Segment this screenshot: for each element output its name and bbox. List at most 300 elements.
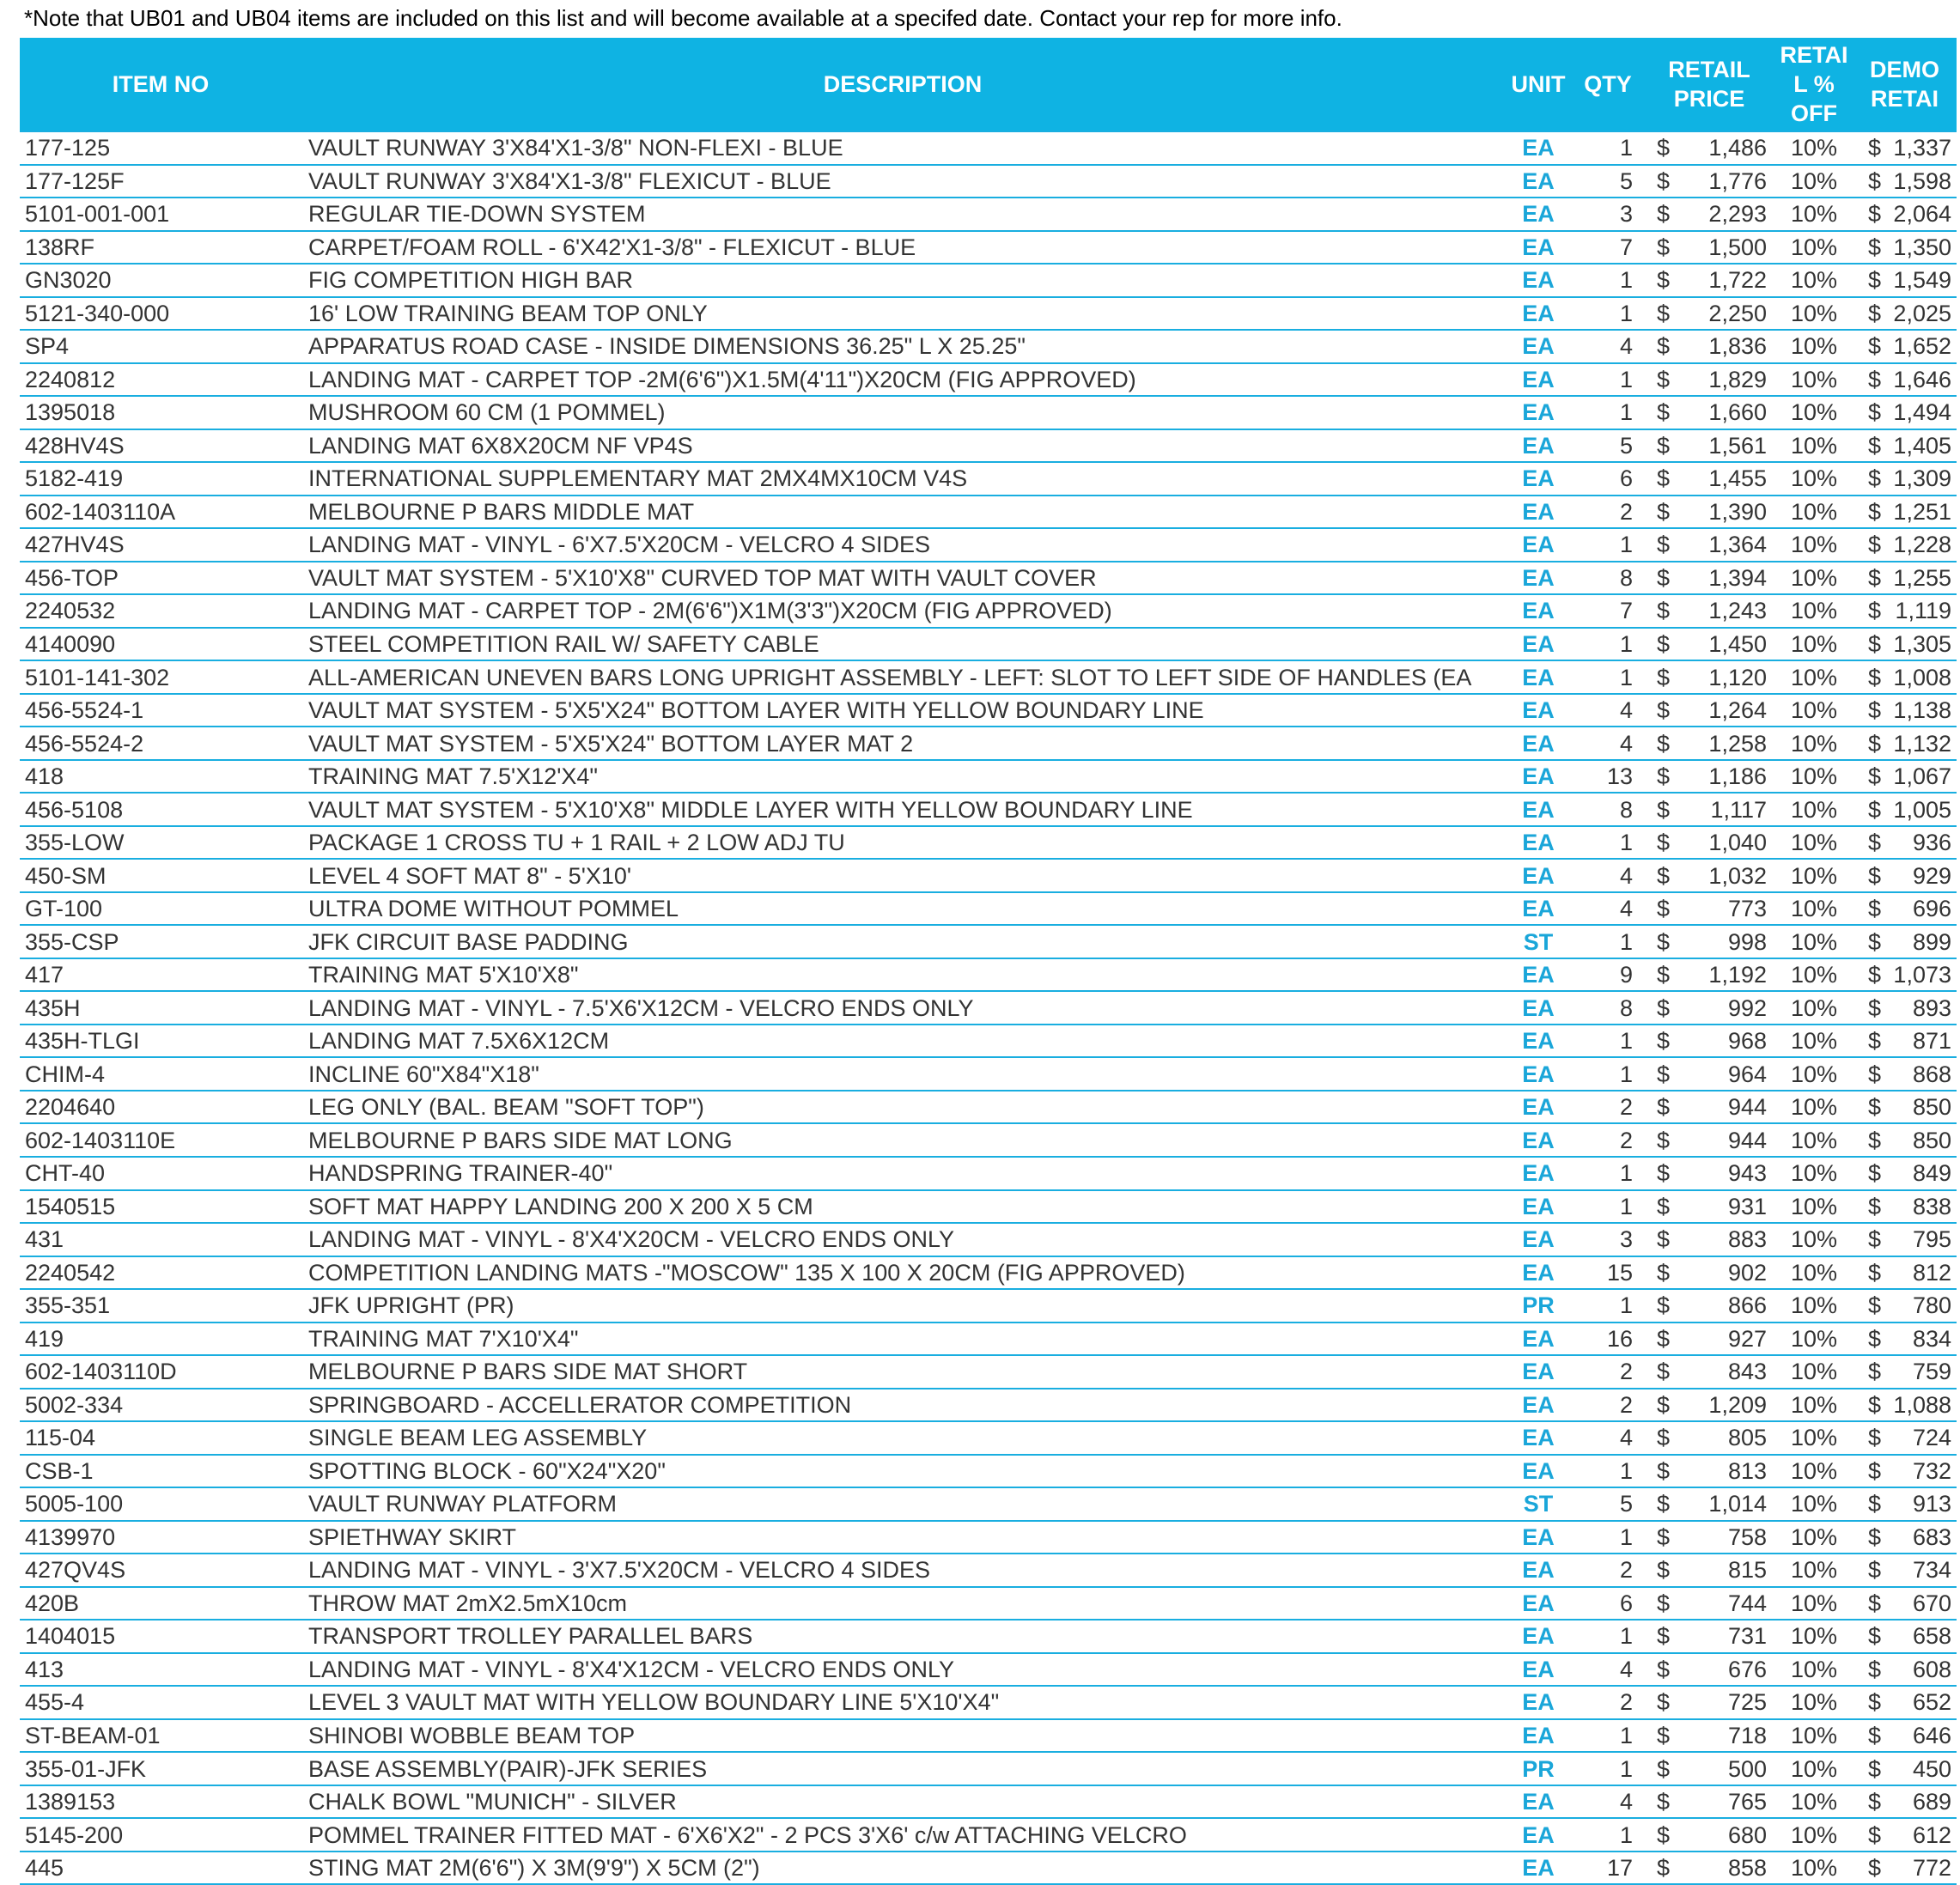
header-pct-line2: L % (1793, 71, 1835, 97)
item-no-cell: 417 (20, 958, 301, 992)
qty-cell: 1 (1573, 1752, 1643, 1785)
unit-cell: EA (1504, 1190, 1573, 1224)
item-no-cell: 435H (20, 991, 301, 1025)
header-unit: UNIT (1504, 38, 1573, 131)
demo-retail-cell: 1,005 (1887, 793, 1957, 826)
table-row (20, 958, 1957, 992)
table-row (20, 1752, 1957, 1785)
qty-cell: 2 (1573, 496, 1643, 529)
retail-currency-cell: $ (1643, 1025, 1688, 1058)
table-row (20, 231, 1957, 265)
pct-off-cell: 10% (1775, 496, 1853, 529)
unit-cell: ST (1504, 1487, 1573, 1521)
retail-price-cell: 1,243 (1688, 594, 1775, 628)
retail-price-cell: 1,040 (1688, 826, 1775, 860)
demo-retail-cell: 732 (1887, 1455, 1957, 1488)
item-no-cell: 5101-141-302 (20, 660, 301, 694)
demo-currency-cell: $ (1853, 1521, 1887, 1554)
demo-retail-cell: 834 (1887, 1323, 1957, 1356)
item-no-cell: 2204640 (20, 1091, 301, 1124)
demo-retail-cell: 2,064 (1887, 198, 1957, 231)
retail-currency-cell: $ (1643, 165, 1688, 198)
unit-cell: EA (1504, 396, 1573, 429)
demo-retail-cell: 1,337 (1887, 131, 1957, 165)
table-row (20, 429, 1957, 463)
demo-currency-cell: $ (1853, 363, 1887, 397)
table-row (20, 859, 1957, 892)
description-cell: STING MAT 2M(6'6") X 3M(9'9") X 5CM (2") (301, 1852, 1504, 1885)
retail-price-cell: 1,500 (1688, 231, 1775, 265)
pct-off-cell: 10% (1775, 925, 1853, 958)
qty-cell: 1 (1573, 363, 1643, 397)
retail-price-cell: 815 (1688, 1554, 1775, 1587)
description-cell: SOFT MAT HAPPY LANDING 200 X 200 X 5 CM (301, 1190, 1504, 1224)
retail-price-cell: 1,450 (1688, 628, 1775, 661)
table-row (20, 1091, 1957, 1124)
pct-off-cell: 10% (1775, 264, 1853, 297)
item-no-cell: 177-125F (20, 165, 301, 198)
table-row (20, 1289, 1957, 1323)
price-list-table (20, 38, 1957, 1885)
qty-cell: 1 (1573, 925, 1643, 958)
retail-currency-cell: $ (1643, 1521, 1688, 1554)
table-row (20, 594, 1957, 628)
retail-currency-cell: $ (1643, 628, 1688, 661)
unit-cell: EA (1504, 1025, 1573, 1058)
item-no-cell: 1540515 (20, 1190, 301, 1224)
description-cell: VAULT MAT SYSTEM - 5'X5'X24" BOTTOM LAYER MAT 2 (301, 727, 1504, 760)
demo-retail-cell: 1,228 (1887, 528, 1957, 562)
demo-retail-cell: 929 (1887, 859, 1957, 892)
table-row (20, 1653, 1957, 1687)
item-no-cell: 602-1403110E (20, 1123, 301, 1157)
unit-cell: EA (1504, 330, 1573, 363)
retail-price-cell: 1,032 (1688, 859, 1775, 892)
demo-currency-cell: $ (1853, 892, 1887, 926)
unit-cell: EA (1504, 1157, 1573, 1190)
demo-retail-cell: 1,255 (1887, 562, 1957, 595)
table-row (20, 727, 1957, 760)
item-no-cell: 4139970 (20, 1521, 301, 1554)
description-cell: PACKAGE 1 CROSS TU + 1 RAIL + 2 LOW ADJ TU (301, 826, 1504, 860)
demo-retail-cell: 868 (1887, 1057, 1957, 1091)
description-cell: LANDING MAT - VINYL - 3'X7.5'X20CM - VELCRO 4 SIDES (301, 1554, 1504, 1587)
pct-off-cell: 10% (1775, 1852, 1853, 1885)
retail-currency-cell: $ (1643, 1256, 1688, 1290)
description-cell: ULTRA DOME WITHOUT POMMEL (301, 892, 1504, 926)
description-cell: TRAINING MAT 7.5'X12'X4" (301, 760, 1504, 794)
qty-cell: 3 (1573, 198, 1643, 231)
qty-cell: 1 (1573, 1719, 1643, 1753)
pct-off-cell: 10% (1775, 1256, 1853, 1290)
unit-cell: EA (1504, 1521, 1573, 1554)
demo-currency-cell: $ (1853, 1223, 1887, 1256)
description-cell: LANDING MAT - VINYL - 7.5'X6'X12CM - VELCRO ENDS ONLY (301, 991, 1504, 1025)
retail-price-cell: 744 (1688, 1587, 1775, 1620)
retail-currency-cell: $ (1643, 925, 1688, 958)
retail-price-cell: 813 (1688, 1455, 1775, 1488)
pct-off-cell: 10% (1775, 991, 1853, 1025)
pct-off-cell: 10% (1775, 859, 1853, 892)
table-row (20, 991, 1957, 1025)
description-cell: BASE ASSEMBLY(PAIR)-JFK SERIES (301, 1752, 1504, 1785)
description-cell: VAULT MAT SYSTEM - 5'X10'X8" MIDDLE LAYER WITH YELLOW BOUNDARY LINE (301, 793, 1504, 826)
demo-currency-cell: $ (1853, 859, 1887, 892)
description-cell: 16' LOW TRAINING BEAM TOP ONLY (301, 297, 1504, 331)
description-cell: MUSHROOM 60 CM (1 POMMEL) (301, 396, 1504, 429)
retail-price-cell: 866 (1688, 1289, 1775, 1323)
pct-off-cell: 10% (1775, 727, 1853, 760)
retail-price-cell: 858 (1688, 1852, 1775, 1885)
demo-currency-cell: $ (1853, 1620, 1887, 1653)
demo-currency-cell: $ (1853, 198, 1887, 231)
qty-cell: 1 (1573, 1157, 1643, 1190)
retail-currency-cell: $ (1643, 231, 1688, 265)
retail-currency-cell: $ (1643, 991, 1688, 1025)
description-cell: LANDING MAT - VINYL - 8'X4'X20CM - VELCRO ENDS ONLY (301, 1223, 1504, 1256)
description-cell: INCLINE 60"X84"X18" (301, 1057, 1504, 1091)
description-cell: TRANSPORT TROLLEY PARALLEL BARS (301, 1620, 1504, 1653)
retail-currency-cell: $ (1643, 330, 1688, 363)
demo-currency-cell: $ (1853, 297, 1887, 331)
header-retail-price (1643, 38, 1775, 131)
retail-price-cell: 773 (1688, 892, 1775, 926)
table-row (20, 363, 1957, 397)
unit-cell: EA (1504, 1256, 1573, 1290)
retail-price-cell: 1,836 (1688, 330, 1775, 363)
description-cell: VAULT RUNWAY PLATFORM (301, 1487, 1504, 1521)
retail-price-cell: 927 (1688, 1323, 1775, 1356)
description-cell: LANDING MAT 6X8X20CM NF VP4S (301, 429, 1504, 463)
retail-currency-cell: $ (1643, 1091, 1688, 1124)
demo-currency-cell: $ (1853, 1057, 1887, 1091)
qty-cell: 1 (1573, 1818, 1643, 1852)
pct-off-cell: 10% (1775, 1289, 1853, 1323)
qty-cell: 2 (1573, 1686, 1643, 1719)
header-retail-price-line1: RETAIL (1668, 57, 1750, 82)
demo-currency-cell: $ (1853, 396, 1887, 429)
qty-cell: 4 (1573, 727, 1643, 760)
unit-cell: EA (1504, 892, 1573, 926)
retail-price-cell: 680 (1688, 1818, 1775, 1852)
table-row (20, 1818, 1957, 1852)
demo-currency-cell: $ (1853, 1719, 1887, 1753)
pct-off-cell: 10% (1775, 165, 1853, 198)
qty-cell: 4 (1573, 1653, 1643, 1687)
demo-currency-cell: $ (1853, 991, 1887, 1025)
qty-cell: 4 (1573, 330, 1643, 363)
retail-currency-cell: $ (1643, 1057, 1688, 1091)
item-no-cell: SP4 (20, 330, 301, 363)
pct-off-cell: 10% (1775, 1223, 1853, 1256)
description-cell: MELBOURNE P BARS SIDE MAT SHORT (301, 1355, 1504, 1389)
pct-off-cell: 10% (1775, 1785, 1853, 1819)
table-header (20, 38, 1957, 131)
retail-currency-cell: $ (1643, 1620, 1688, 1653)
qty-cell: 4 (1573, 1421, 1643, 1455)
retail-currency-cell: $ (1643, 594, 1688, 628)
unit-cell: EA (1504, 1389, 1573, 1422)
retail-currency-cell: $ (1643, 1123, 1688, 1157)
unit-cell: EA (1504, 264, 1573, 297)
table-row (20, 1190, 1957, 1224)
retail-price-cell: 998 (1688, 925, 1775, 958)
demo-retail-cell: 871 (1887, 1025, 1957, 1058)
unit-cell: EA (1504, 562, 1573, 595)
item-no-cell: 431 (20, 1223, 301, 1256)
demo-currency-cell: $ (1853, 1852, 1887, 1885)
unit-cell: EA (1504, 1653, 1573, 1687)
qty-cell: 2 (1573, 1355, 1643, 1389)
retail-currency-cell: $ (1643, 1653, 1688, 1687)
item-no-cell: 5121-340-000 (20, 297, 301, 331)
qty-cell: 7 (1573, 594, 1643, 628)
demo-retail-cell: 899 (1887, 925, 1957, 958)
pct-off-cell: 10% (1775, 1025, 1853, 1058)
retail-price-cell: 1,660 (1688, 396, 1775, 429)
pct-off-cell: 10% (1775, 1818, 1853, 1852)
qty-cell: 13 (1573, 760, 1643, 794)
header-retail-price-line2: PRICE (1673, 86, 1745, 112)
qty-cell: 2 (1573, 1091, 1643, 1124)
pct-off-cell: 10% (1775, 793, 1853, 826)
demo-currency-cell: $ (1853, 694, 1887, 727)
item-no-cell: CSB-1 (20, 1455, 301, 1488)
retail-currency-cell: $ (1643, 297, 1688, 331)
retail-currency-cell: $ (1643, 363, 1688, 397)
unit-cell: EA (1504, 1355, 1573, 1389)
retail-price-cell: 731 (1688, 1620, 1775, 1653)
description-cell: THROW MAT 2mX2.5mX10cm (301, 1587, 1504, 1620)
retail-currency-cell: $ (1643, 1223, 1688, 1256)
description-cell: MELBOURNE P BARS SIDE MAT LONG (301, 1123, 1504, 1157)
description-cell: REGULAR TIE-DOWN SYSTEM (301, 198, 1504, 231)
demo-currency-cell: $ (1853, 1323, 1887, 1356)
demo-currency-cell: $ (1853, 131, 1887, 165)
qty-cell: 1 (1573, 1455, 1643, 1488)
pct-off-cell: 10% (1775, 1554, 1853, 1587)
item-no-cell: 2240532 (20, 594, 301, 628)
item-no-cell: 602-1403110A (20, 496, 301, 529)
retail-price-cell: 968 (1688, 1025, 1775, 1058)
unit-cell: EA (1504, 462, 1573, 496)
demo-currency-cell: $ (1853, 1686, 1887, 1719)
table-row (20, 1323, 1957, 1356)
description-cell: LEVEL 4 SOFT MAT 8" - 5'X10' (301, 859, 1504, 892)
item-no-cell: 456-TOP (20, 562, 301, 595)
demo-currency-cell: $ (1853, 1587, 1887, 1620)
item-no-cell: 435H-TLGI (20, 1025, 301, 1058)
table-row (20, 462, 1957, 496)
item-no-cell: 456-5524-2 (20, 727, 301, 760)
item-no-cell: GT-100 (20, 892, 301, 926)
description-cell: VAULT RUNWAY 3'X84'X1-3/8" NON-FLEXI - BLUE (301, 131, 1504, 165)
pct-off-cell: 10% (1775, 1421, 1853, 1455)
retail-price-cell: 1,186 (1688, 760, 1775, 794)
description-cell: SPOTTING BLOCK - 60"X24"X20" (301, 1455, 1504, 1488)
demo-retail-cell: 612 (1887, 1818, 1957, 1852)
description-cell: LANDING MAT - CARPET TOP - 2M(6'6")X1M(3'3")X20CM (FIG APPROVED) (301, 594, 1504, 628)
demo-retail-cell: 850 (1887, 1123, 1957, 1157)
qty-cell: 8 (1573, 793, 1643, 826)
retail-currency-cell: $ (1643, 1719, 1688, 1753)
unit-cell: PR (1504, 1289, 1573, 1323)
table-row (20, 198, 1957, 231)
pct-off-cell: 10% (1775, 198, 1853, 231)
demo-currency-cell: $ (1853, 1389, 1887, 1422)
demo-retail-cell: 849 (1887, 1157, 1957, 1190)
demo-retail-cell: 1,073 (1887, 958, 1957, 992)
demo-currency-cell: $ (1853, 925, 1887, 958)
table-row (20, 925, 1957, 958)
retail-currency-cell: $ (1643, 1157, 1688, 1190)
retail-price-cell: 758 (1688, 1521, 1775, 1554)
demo-currency-cell: $ (1853, 1785, 1887, 1819)
item-no-cell: 5002-334 (20, 1389, 301, 1422)
retail-currency-cell: $ (1643, 1487, 1688, 1521)
table-row (20, 1057, 1957, 1091)
demo-currency-cell: $ (1853, 1091, 1887, 1124)
table-row (20, 1719, 1957, 1753)
demo-retail-cell: 812 (1887, 1256, 1957, 1290)
unit-cell: EA (1504, 1620, 1573, 1653)
retail-price-cell: 1,486 (1688, 131, 1775, 165)
table-row (20, 1223, 1957, 1256)
table-row (20, 660, 1957, 694)
demo-retail-cell: 658 (1887, 1620, 1957, 1653)
description-cell: POMMEL TRAINER FITTED MAT - 6'X6'X2" - 2 PCS 3'X6' c/w ATTACHING VELCRO (301, 1818, 1504, 1852)
item-no-cell: 445 (20, 1852, 301, 1885)
demo-retail-cell: 696 (1887, 892, 1957, 926)
pct-off-cell: 10% (1775, 1123, 1853, 1157)
unit-cell: EA (1504, 594, 1573, 628)
item-no-cell: 138RF (20, 231, 301, 265)
unit-cell: EA (1504, 1455, 1573, 1488)
demo-currency-cell: $ (1853, 264, 1887, 297)
pct-off-cell: 10% (1775, 1355, 1853, 1389)
description-cell: HANDSPRING TRAINER-40" (301, 1157, 1504, 1190)
item-no-cell: 5101-001-001 (20, 198, 301, 231)
retail-currency-cell: $ (1643, 1852, 1688, 1885)
table-body (20, 131, 1957, 1884)
demo-retail-cell: 1,652 (1887, 330, 1957, 363)
retail-price-cell: 944 (1688, 1123, 1775, 1157)
pct-off-cell: 10% (1775, 1455, 1853, 1488)
retail-currency-cell: $ (1643, 1752, 1688, 1785)
retail-price-cell: 964 (1688, 1057, 1775, 1091)
qty-cell: 5 (1573, 1487, 1643, 1521)
retail-currency-cell: $ (1643, 1587, 1688, 1620)
demo-currency-cell: $ (1853, 528, 1887, 562)
item-no-cell: 419 (20, 1323, 301, 1356)
table-row (20, 330, 1957, 363)
demo-currency-cell: $ (1853, 660, 1887, 694)
item-no-cell: CHT-40 (20, 1157, 301, 1190)
qty-cell: 1 (1573, 1289, 1643, 1323)
retail-currency-cell: $ (1643, 1455, 1688, 1488)
demo-retail-cell: 1,646 (1887, 363, 1957, 397)
pct-off-cell: 10% (1775, 1587, 1853, 1620)
qty-cell: 1 (1573, 660, 1643, 694)
retail-price-cell: 883 (1688, 1223, 1775, 1256)
table-row (20, 1785, 1957, 1819)
retail-price-cell: 1,014 (1688, 1487, 1775, 1521)
description-cell: CARPET/FOAM ROLL - 6'X42'X1-3/8" - FLEXICUT - BLUE (301, 231, 1504, 265)
description-cell: STEEL COMPETITION RAIL W/ SAFETY CABLE (301, 628, 1504, 661)
description-cell: LEVEL 3 VAULT MAT WITH YELLOW BOUNDARY LINE 5'X10'X4" (301, 1686, 1504, 1719)
table-row (20, 628, 1957, 661)
description-cell: COMPETITION LANDING MATS -"MOSCOW" 135 X 100 X 20CM (FIG APPROVED) (301, 1256, 1504, 1290)
unit-cell: EA (1504, 1421, 1573, 1455)
pct-off-cell: 10% (1775, 363, 1853, 397)
demo-currency-cell: $ (1853, 1025, 1887, 1058)
unit-cell: EA (1504, 131, 1573, 165)
pct-off-cell: 10% (1775, 1620, 1853, 1653)
demo-currency-cell: $ (1853, 231, 1887, 265)
demo-retail-cell: 1,088 (1887, 1389, 1957, 1422)
retail-currency-cell: $ (1643, 760, 1688, 794)
demo-currency-cell: $ (1853, 496, 1887, 529)
qty-cell: 4 (1573, 1785, 1643, 1819)
pct-off-cell: 10% (1775, 231, 1853, 265)
qty-cell: 2 (1573, 1389, 1643, 1422)
retail-price-cell: 992 (1688, 991, 1775, 1025)
description-cell: JFK UPRIGHT (PR) (301, 1289, 1504, 1323)
table-row (20, 1355, 1957, 1389)
item-no-cell: 418 (20, 760, 301, 794)
retail-currency-cell: $ (1643, 1190, 1688, 1224)
retail-currency-cell: $ (1643, 958, 1688, 992)
table-row (20, 264, 1957, 297)
demo-retail-cell: 724 (1887, 1421, 1957, 1455)
description-cell: SPIETHWAY SKIRT (301, 1521, 1504, 1554)
description-cell: LANDING MAT - VINYL - 6'X7.5'X20CM - VELCRO 4 SIDES (301, 528, 1504, 562)
qty-cell: 1 (1573, 297, 1643, 331)
table-row (20, 528, 1957, 562)
demo-currency-cell: $ (1853, 165, 1887, 198)
retail-currency-cell: $ (1643, 793, 1688, 826)
demo-retail-cell: 1,598 (1887, 165, 1957, 198)
pct-off-cell: 10% (1775, 628, 1853, 661)
header-item-no: ITEM NO (20, 38, 301, 131)
header-pct-line1: RETAI (1780, 42, 1848, 68)
table-row (20, 396, 1957, 429)
demo-currency-cell: $ (1853, 562, 1887, 595)
header-demo-line2: RETAI (1871, 86, 1939, 112)
retail-currency-cell: $ (1643, 826, 1688, 860)
table-row (20, 496, 1957, 529)
description-cell: JFK CIRCUIT BASE PADDING (301, 925, 1504, 958)
demo-currency-cell: $ (1853, 1455, 1887, 1488)
unit-cell: ST (1504, 925, 1573, 958)
retail-price-cell: 944 (1688, 1091, 1775, 1124)
item-no-cell: CHIM-4 (20, 1057, 301, 1091)
retail-currency-cell: $ (1643, 396, 1688, 429)
qty-cell: 1 (1573, 396, 1643, 429)
retail-price-cell: 1,455 (1688, 462, 1775, 496)
pct-off-cell: 10% (1775, 396, 1853, 429)
unit-cell: EA (1504, 826, 1573, 860)
unit-cell: EA (1504, 1323, 1573, 1356)
description-cell: SINGLE BEAM LEG ASSEMBLY (301, 1421, 1504, 1455)
table-row (20, 1487, 1957, 1521)
unit-cell: EA (1504, 231, 1573, 265)
retail-price-cell: 1,258 (1688, 727, 1775, 760)
retail-currency-cell: $ (1643, 562, 1688, 595)
unit-cell: EA (1504, 1785, 1573, 1819)
description-cell: APPARATUS ROAD CASE - INSIDE DIMENSIONS 36.25" L X 25.25" (301, 330, 1504, 363)
table-row (20, 1554, 1957, 1587)
